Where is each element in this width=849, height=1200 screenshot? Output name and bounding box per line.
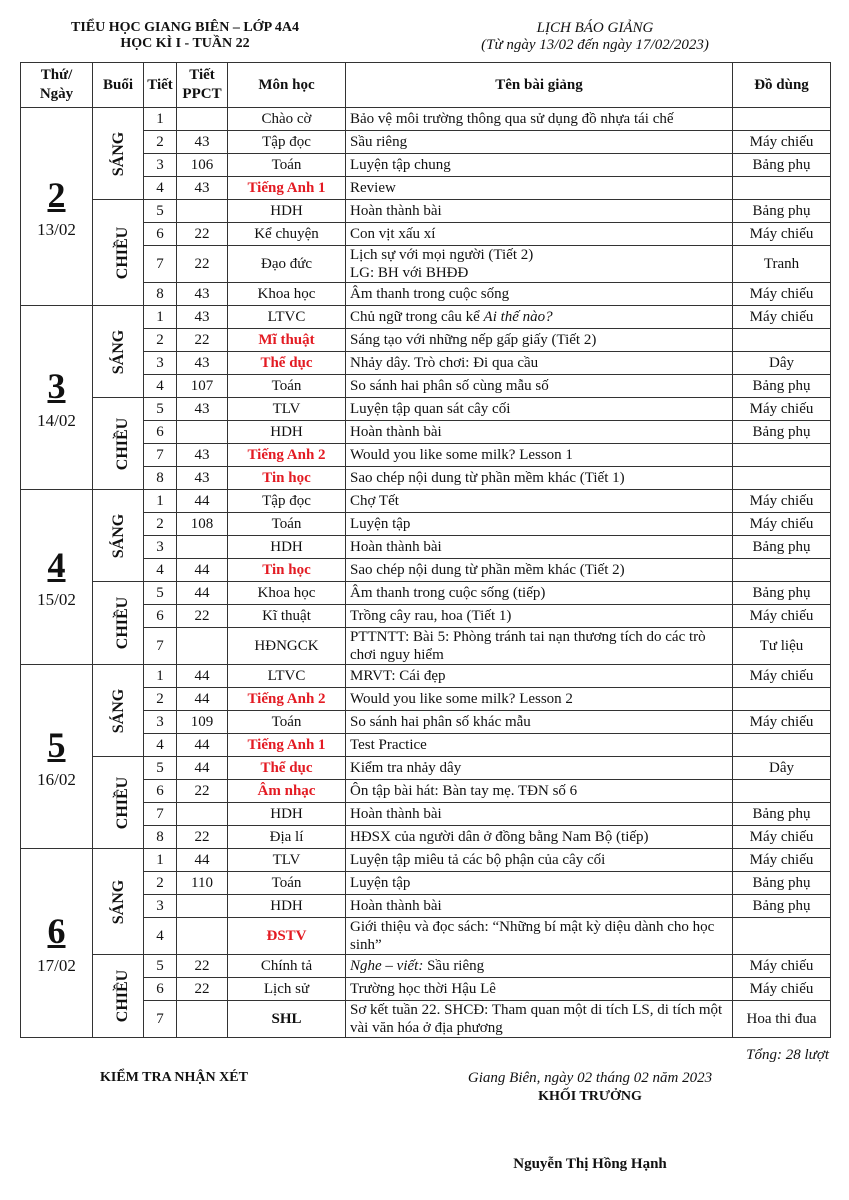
- day-date: 15/02: [37, 590, 76, 609]
- period-cell: 5: [144, 955, 177, 978]
- ppct-cell: 22: [177, 329, 228, 352]
- session-morning: [93, 849, 144, 955]
- ppct-cell: 43: [177, 444, 228, 467]
- period-cell: 3: [144, 711, 177, 734]
- day-cell: [21, 306, 93, 490]
- ppct-cell: 22: [177, 955, 228, 978]
- subject-cell: Tập đọc: [228, 490, 346, 513]
- school-header: [20, 20, 350, 52]
- subject-cell: Tiếng Anh 2: [228, 444, 346, 467]
- col-header-session: Buổi: [93, 63, 144, 108]
- materials-cell: [733, 780, 831, 803]
- ppct-cell: 43: [177, 398, 228, 421]
- subject-cell: SHL: [228, 1001, 346, 1038]
- ppct-cell: 109: [177, 711, 228, 734]
- lesson-text: Sầu riêng: [350, 134, 408, 150]
- ppct-cell: 22: [177, 223, 228, 246]
- ppct-cell: 106: [177, 154, 228, 177]
- materials-cell: Bảng phụ: [733, 536, 831, 559]
- lesson-cell: [346, 1001, 733, 1038]
- session-label: CHIỀU: [114, 776, 132, 829]
- ppct-cell: 43: [177, 352, 228, 375]
- subject-cell: Toán: [228, 375, 346, 398]
- lesson-cell: [346, 582, 733, 605]
- subject-cell: Toán: [228, 711, 346, 734]
- subject-cell: HDH: [228, 200, 346, 223]
- lesson-cell: [346, 444, 733, 467]
- period-cell: 2: [144, 872, 177, 895]
- session-morning: [93, 490, 144, 582]
- materials-cell: Bảng phụ: [733, 421, 831, 444]
- subject-cell: HDH: [228, 803, 346, 826]
- lesson-text: Con vịt xấu xí: [350, 226, 436, 242]
- lesson-text: Sao chép nội dung từ phần mềm khác (Tiết 2): [350, 562, 625, 578]
- period-cell: 2: [144, 131, 177, 154]
- period-cell: 1: [144, 306, 177, 329]
- schedule-title: LỊCH BÁO GIẢNG: [536, 20, 654, 36]
- lesson-cell: [346, 688, 733, 711]
- materials-cell: Máy chiếu: [733, 398, 831, 421]
- day-number: 2: [47, 174, 66, 215]
- subject-cell: LTVC: [228, 665, 346, 688]
- period-cell: 6: [144, 421, 177, 444]
- lesson-text: Luyện tập quan sát cây cối: [350, 401, 511, 417]
- lesson-cell: [346, 665, 733, 688]
- session-label: SÁNG: [110, 879, 128, 924]
- lesson-text: Luyện tập chung: [350, 157, 451, 173]
- period-cell: 2: [144, 513, 177, 536]
- materials-cell: [733, 688, 831, 711]
- materials-cell: Bảng phụ: [733, 895, 831, 918]
- ppct-cell: 43: [177, 283, 228, 306]
- subject-cell: Chính tả: [228, 955, 346, 978]
- ppct-cell: 44: [177, 582, 228, 605]
- lesson-text: Giới thiệu và đọc sách: “Những bí mật kỳ diệu dành cho học sinh”: [350, 919, 715, 953]
- materials-cell: Máy chiếu: [733, 131, 831, 154]
- period-cell: 2: [144, 329, 177, 352]
- session-afternoon: [93, 398, 144, 490]
- session-morning: [93, 108, 144, 200]
- materials-cell: Máy chiếu: [733, 490, 831, 513]
- table-row: [21, 490, 831, 513]
- period-cell: 3: [144, 895, 177, 918]
- lesson-text: Luyện tập miêu tả các bộ phận của cây cối: [350, 852, 606, 868]
- col-header-day: Thứ/ Ngày: [21, 63, 93, 108]
- lesson-cell: [346, 872, 733, 895]
- table-row: [21, 955, 831, 978]
- lesson-text: Nhảy dây. Trò chơi: Đi qua cầu: [350, 355, 539, 371]
- session-label: SÁNG: [110, 131, 128, 176]
- lesson-cell: [346, 467, 733, 490]
- materials-cell: Máy chiếu: [733, 711, 831, 734]
- materials-cell: [733, 467, 831, 490]
- materials-cell: Máy chiếu: [733, 665, 831, 688]
- lesson-cell: [346, 895, 733, 918]
- subject-cell: Chào cờ: [228, 108, 346, 131]
- check-label: KIỂM TRA NHẬN XÉT: [100, 1070, 248, 1085]
- lesson-text: Hoàn thành bài: [350, 203, 442, 219]
- day-date: 17/02: [37, 956, 76, 975]
- col-header-subject: Môn học: [228, 63, 346, 108]
- school-name: TIỂU HỌC GIANG BIÊN – LỚP 4A4: [71, 20, 299, 35]
- period-cell: 4: [144, 918, 177, 955]
- ppct-cell: [177, 895, 228, 918]
- ppct-cell: [177, 200, 228, 223]
- subject-cell: Đạo đức: [228, 246, 346, 283]
- materials-cell: Máy chiếu: [733, 955, 831, 978]
- lesson-cell: [346, 628, 733, 665]
- period-cell: 5: [144, 398, 177, 421]
- lesson-text: Sáng tạo với những nếp gấp giấy (Tiết 2): [350, 332, 597, 348]
- lesson-text: Review: [350, 180, 396, 196]
- materials-cell: Hoa thi đua: [733, 1001, 831, 1038]
- period-cell: 4: [144, 177, 177, 200]
- lesson-cell: [346, 177, 733, 200]
- period-cell: 7: [144, 628, 177, 665]
- day-cell: [21, 490, 93, 665]
- subject-cell: Tiếng Anh 1: [228, 177, 346, 200]
- lesson-cell: [346, 734, 733, 757]
- subject-cell: Âm nhạc: [228, 780, 346, 803]
- materials-cell: Máy chiếu: [733, 306, 831, 329]
- lesson-text: Bảo vệ môi trường thông qua sử dụng đồ nhựa tái chế: [350, 111, 674, 127]
- materials-cell: Máy chiếu: [733, 826, 831, 849]
- lesson-cell: [346, 283, 733, 306]
- col-header-ppct: Tiết PPCT: [177, 63, 228, 108]
- ppct-cell: 22: [177, 978, 228, 1001]
- materials-cell: Bảng phụ: [733, 803, 831, 826]
- period-cell: 1: [144, 108, 177, 131]
- lesson-cell: [346, 955, 733, 978]
- period-cell: 7: [144, 444, 177, 467]
- session-label: CHIỀU: [114, 596, 132, 650]
- materials-cell: Tranh: [733, 246, 831, 283]
- materials-cell: Bảng phụ: [733, 375, 831, 398]
- subject-cell: HDH: [228, 536, 346, 559]
- subject-cell: Kể chuyện: [228, 223, 346, 246]
- materials-cell: Bảng phụ: [733, 200, 831, 223]
- lesson-text: HĐSX của người dân ở đồng bằng Nam Bộ (tiếp): [350, 829, 649, 845]
- table-row: [21, 849, 831, 872]
- table-row: [21, 398, 831, 421]
- lesson-text: Hoàn thành bài: [350, 539, 442, 555]
- table-row: [21, 306, 831, 329]
- period-cell: 1: [144, 665, 177, 688]
- col-header-materials: Đồ dùng: [733, 63, 831, 108]
- lesson-text: MRVT: Cái đẹp: [350, 668, 446, 684]
- session-label: SÁNG: [110, 329, 128, 374]
- lesson-text: Âm thanh trong cuộc sống: [350, 286, 510, 302]
- schedule-body: [21, 108, 831, 1038]
- lesson-cell: [346, 490, 733, 513]
- subject-cell: Tin học: [228, 559, 346, 582]
- lesson-cell: [346, 306, 733, 329]
- lesson-cell: [346, 513, 733, 536]
- day-cell: [21, 849, 93, 1038]
- lesson-text: PTTNTT: Bài 5: Phòng tránh tai nạn thương tích do các trò chơi nguy hiểm: [350, 629, 706, 663]
- lesson-text: Test Practice: [350, 737, 427, 753]
- lesson-text: So sánh hai phân số cùng mẫu số: [350, 378, 549, 394]
- lesson-text: Ôn tập bài hát: Bàn tay mẹ. TĐN số 6: [350, 783, 578, 799]
- lesson-text: Âm thanh trong cuộc sống (tiếp): [350, 585, 546, 601]
- lesson-cell: [346, 246, 733, 283]
- col-header-lesson: Tên bài giảng: [346, 63, 733, 108]
- ppct-cell: 44: [177, 559, 228, 582]
- lesson-italic: Ai thế nào?: [483, 309, 553, 325]
- period-cell: 6: [144, 978, 177, 1001]
- day-date: 14/02: [37, 410, 76, 430]
- subject-cell: HDH: [228, 895, 346, 918]
- lesson-cell: [346, 329, 733, 352]
- materials-cell: Tư liệu: [733, 628, 831, 665]
- materials-cell: [733, 559, 831, 582]
- period-cell: 8: [144, 283, 177, 306]
- ppct-cell: 43: [177, 177, 228, 200]
- session-label: CHIỀU: [114, 417, 132, 470]
- signer-name: Nguyễn Thị Hồng Hạnh: [513, 1156, 667, 1172]
- ppct-cell: 107: [177, 375, 228, 398]
- lesson-cell: [346, 154, 733, 177]
- lesson-italic-prefix: Nghe – viết:: [350, 958, 424, 974]
- materials-cell: [733, 444, 831, 467]
- materials-cell: [733, 734, 831, 757]
- session-label: SÁNG: [110, 513, 128, 558]
- materials-cell: Bảng phụ: [733, 872, 831, 895]
- total-count: Tổng: 28 lượt: [746, 1047, 829, 1063]
- session-afternoon: [93, 200, 144, 306]
- lesson-text: Sầu riêng: [423, 958, 485, 974]
- subject-cell: Kĩ thuật: [228, 605, 346, 628]
- lesson-cell: [346, 757, 733, 780]
- lesson-text: So sánh hai phân số khác mẫu: [350, 714, 531, 730]
- ppct-cell: 44: [177, 490, 228, 513]
- session-afternoon: [93, 757, 144, 849]
- ppct-cell: [177, 1001, 228, 1038]
- period-cell: 2: [144, 688, 177, 711]
- subject-cell: Toán: [228, 872, 346, 895]
- lesson-cell: [346, 849, 733, 872]
- lesson-text: Hoàn thành bài: [350, 806, 442, 822]
- lesson-text: Trường học thời Hậu Lê: [350, 981, 496, 997]
- period-cell: 5: [144, 582, 177, 605]
- session-morning: [93, 665, 144, 757]
- lesson-text: Lịch sự với mọi người (Tiết 2): [350, 247, 534, 263]
- subject-cell: Tiếng Anh 2: [228, 688, 346, 711]
- lesson-text: Sơ kết tuần 22. SHCĐ: Tham quan một di tích LS, di tích một vài văn hóa ở địa phương: [350, 1002, 723, 1036]
- lesson-cell: [346, 421, 733, 444]
- day-cell: [21, 665, 93, 849]
- lesson-cell: [346, 559, 733, 582]
- session-label: CHIỀU: [114, 969, 132, 1023]
- ppct-cell: 43: [177, 467, 228, 490]
- period-cell: 6: [144, 780, 177, 803]
- materials-cell: [733, 918, 831, 955]
- subject-cell: Tập đọc: [228, 131, 346, 154]
- place-date: Giang Biên, ngày 02 tháng 02 năm 2023: [467, 1070, 713, 1086]
- lesson-text: Kiểm tra nhảy dây: [350, 760, 462, 776]
- materials-cell: Bảng phụ: [733, 154, 831, 177]
- ppct-cell: 43: [177, 306, 228, 329]
- period-cell: 1: [144, 849, 177, 872]
- subject-cell: Địa lí: [228, 826, 346, 849]
- materials-cell: Máy chiếu: [733, 978, 831, 1001]
- period-cell: 6: [144, 605, 177, 628]
- day-date: 16/02: [37, 769, 76, 789]
- period-cell: 8: [144, 826, 177, 849]
- materials-cell: Máy chiếu: [733, 283, 831, 306]
- lesson-text: Luyện tập: [350, 875, 411, 891]
- lesson-text: Chợ Tết: [350, 493, 399, 509]
- session-morning: [93, 306, 144, 398]
- ppct-cell: [177, 108, 228, 131]
- ppct-cell: 22: [177, 826, 228, 849]
- period-cell: 5: [144, 757, 177, 780]
- materials-cell: Dây: [733, 757, 831, 780]
- period-cell: 3: [144, 536, 177, 559]
- day-date: 13/02: [37, 219, 76, 239]
- subject-cell: LTVC: [228, 306, 346, 329]
- day-number: 6: [47, 911, 66, 951]
- period-cell: 6: [144, 223, 177, 246]
- table-row: [21, 665, 831, 688]
- lesson-cell: [346, 398, 733, 421]
- period-cell: 4: [144, 559, 177, 582]
- ppct-cell: 22: [177, 605, 228, 628]
- materials-cell: Máy chiếu: [733, 513, 831, 536]
- session-afternoon: [93, 955, 144, 1038]
- materials-cell: Máy chiếu: [733, 223, 831, 246]
- lesson-text: Trồng cây rau, hoa (Tiết 1): [350, 608, 512, 624]
- table-row: [21, 200, 831, 223]
- period-cell: 4: [144, 375, 177, 398]
- lesson-cell: [346, 375, 733, 398]
- lesson-cell: [346, 918, 733, 955]
- subject-cell: Mĩ thuật: [228, 329, 346, 352]
- subject-cell: HĐNGCK: [228, 628, 346, 665]
- period-cell: 7: [144, 1001, 177, 1038]
- ppct-cell: 110: [177, 872, 228, 895]
- table-header-row: [21, 63, 831, 108]
- day-number: 4: [47, 545, 66, 585]
- materials-cell: Máy chiếu: [733, 849, 831, 872]
- lesson-text-line2: LG: BH với BHĐĐ: [350, 265, 469, 281]
- lesson-cell: [346, 131, 733, 154]
- lesson-cell: [346, 978, 733, 1001]
- col-header-period: Tiết: [144, 63, 177, 108]
- day-number: 3: [47, 365, 66, 406]
- date-range: (Từ ngày 13/02 đến ngày 17/02/2023): [481, 37, 709, 53]
- subject-cell: Khoa học: [228, 582, 346, 605]
- table-row: [21, 757, 831, 780]
- materials-cell: Bảng phụ: [733, 582, 831, 605]
- ppct-cell: [177, 421, 228, 444]
- lesson-cell: [346, 605, 733, 628]
- subject-cell: TLV: [228, 849, 346, 872]
- lesson-cell: [346, 200, 733, 223]
- subject-cell: TLV: [228, 398, 346, 421]
- ppct-cell: [177, 628, 228, 665]
- subject-cell: Tin học: [228, 467, 346, 490]
- lesson-cell: [346, 803, 733, 826]
- period-cell: 3: [144, 352, 177, 375]
- subject-cell: Toán: [228, 154, 346, 177]
- period-cell: 4: [144, 734, 177, 757]
- lesson-cell: [346, 108, 733, 131]
- term-label: HỌC KÌ I - TUẦN 22: [120, 36, 250, 51]
- period-cell: 8: [144, 467, 177, 490]
- ppct-cell: [177, 803, 228, 826]
- period-cell: 5: [144, 200, 177, 223]
- subject-cell: Toán: [228, 513, 346, 536]
- period-cell: 3: [144, 154, 177, 177]
- subject-cell: Thể dục: [228, 757, 346, 780]
- lesson-cell: [346, 711, 733, 734]
- period-cell: 7: [144, 803, 177, 826]
- session-label: CHIỀU: [114, 226, 132, 279]
- lesson-text: Would you like some milk? Lesson 2: [350, 691, 573, 707]
- lesson-text: Sao chép nội dung từ phần mềm khác (Tiết 1): [350, 470, 625, 486]
- day-number: 5: [47, 724, 66, 765]
- session-label: SÁNG: [110, 688, 128, 733]
- ppct-cell: 22: [177, 780, 228, 803]
- lesson-text: Hoàn thành bài: [350, 898, 442, 914]
- table-row: [21, 582, 831, 605]
- subject-cell: Khoa học: [228, 283, 346, 306]
- lesson-cell: [346, 223, 733, 246]
- period-cell: 1: [144, 490, 177, 513]
- materials-cell: Dây: [733, 352, 831, 375]
- subject-cell: HDH: [228, 421, 346, 444]
- materials-cell: [733, 108, 831, 131]
- subject-cell: Tiếng Anh 1: [228, 734, 346, 757]
- lesson-text: Chủ ngữ trong câu kể: [350, 309, 484, 325]
- ppct-cell: 108: [177, 513, 228, 536]
- lesson-text: Hoàn thành bài: [350, 424, 442, 440]
- ppct-cell: 44: [177, 734, 228, 757]
- table-row: [21, 108, 831, 131]
- lesson-text: Luyện tập: [350, 516, 411, 532]
- day-cell: [21, 108, 93, 306]
- period-cell: 7: [144, 246, 177, 283]
- materials-cell: Máy chiếu: [733, 605, 831, 628]
- subject-cell: ĐSTV: [228, 918, 346, 955]
- ppct-cell: [177, 536, 228, 559]
- role-label: KHỐI TRƯỞNG: [538, 1089, 642, 1104]
- lesson-cell: [346, 352, 733, 375]
- session-afternoon: [93, 582, 144, 665]
- ppct-cell: 44: [177, 665, 228, 688]
- schedule-header: [420, 20, 770, 54]
- ppct-cell: 44: [177, 757, 228, 780]
- ppct-cell: 44: [177, 849, 228, 872]
- lesson-text: Would you like some milk? Lesson 1: [350, 447, 573, 463]
- lesson-cell: [346, 826, 733, 849]
- subject-cell: Thể dục: [228, 352, 346, 375]
- materials-cell: [733, 329, 831, 352]
- materials-cell: [733, 177, 831, 200]
- lesson-cell: [346, 536, 733, 559]
- ppct-cell: [177, 918, 228, 955]
- schedule-table: [20, 62, 831, 1038]
- ppct-cell: 43: [177, 131, 228, 154]
- subject-cell: Lịch sử: [228, 978, 346, 1001]
- ppct-cell: 44: [177, 688, 228, 711]
- ppct-cell: 22: [177, 246, 228, 283]
- lesson-cell: [346, 780, 733, 803]
